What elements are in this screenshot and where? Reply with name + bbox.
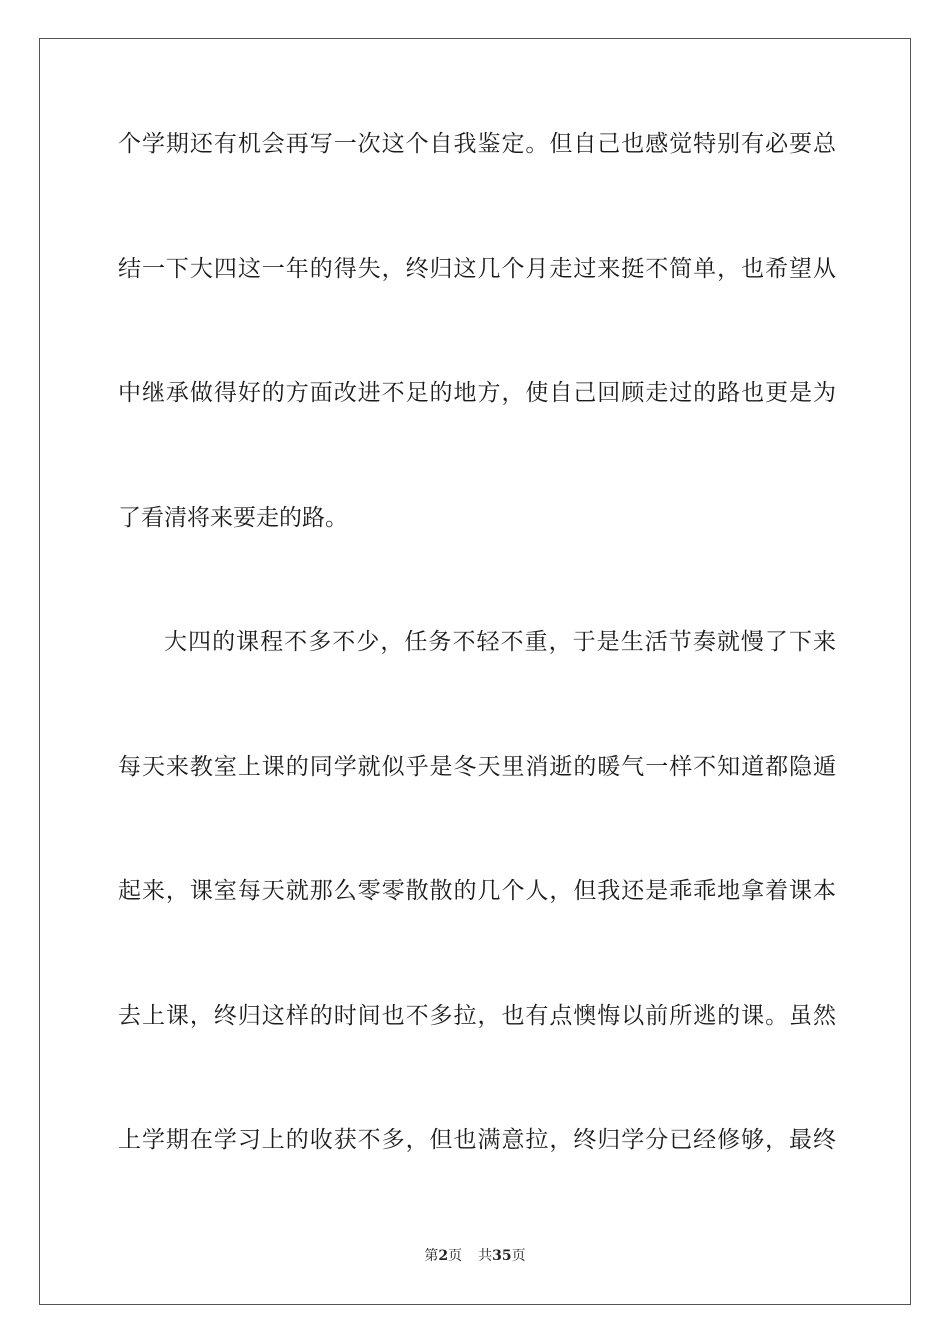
paragraph-line: 中继承做得好的方面改进不足的地方，使自己回顾走过的路也更是为 [118,380,836,406]
paragraph-line: 个学期还有机会再写一次这个自我鉴定。但自己也感觉特别有必要总 [118,131,836,157]
page-prefix: 第 [424,1248,439,1264]
paragraph-line: 上学期在学习上的收获不多，但也满意拉，终归学分已经修够，最终 [118,1127,836,1153]
paragraph-line: 每天来教室上课的同学就似乎是冬天里消逝的暖气一样不知道都隐遁 [118,753,836,780]
document-body [118,128,836,1249]
page-number: 2 [438,1248,449,1264]
page-footer [0,1247,950,1265]
total-pages: 35 [492,1248,512,1264]
paragraph-line: 去上课，终归这样的时间也不多拉，也有点懊悔以前所逃的课。虽然 [118,1002,836,1029]
paragraph-line: 起来，课室每天就那么零零散散的几个人，但我还是乖乖地拿着课本 [118,878,836,904]
page-suffix: 页 [448,1248,463,1264]
paragraph-line: 大四的课程不多不少，任务不轻不重，于是生活节奏就慢了下来 [164,629,836,655]
total-prefix: 共 [478,1248,493,1264]
paragraph-line: 结一下大四这一年的得失，终归这几个月走过来挺不简单，也希望从 [118,255,836,282]
total-suffix: 页 [511,1248,526,1264]
paragraph-line: 了看清将来要走的路。 [118,504,348,531]
